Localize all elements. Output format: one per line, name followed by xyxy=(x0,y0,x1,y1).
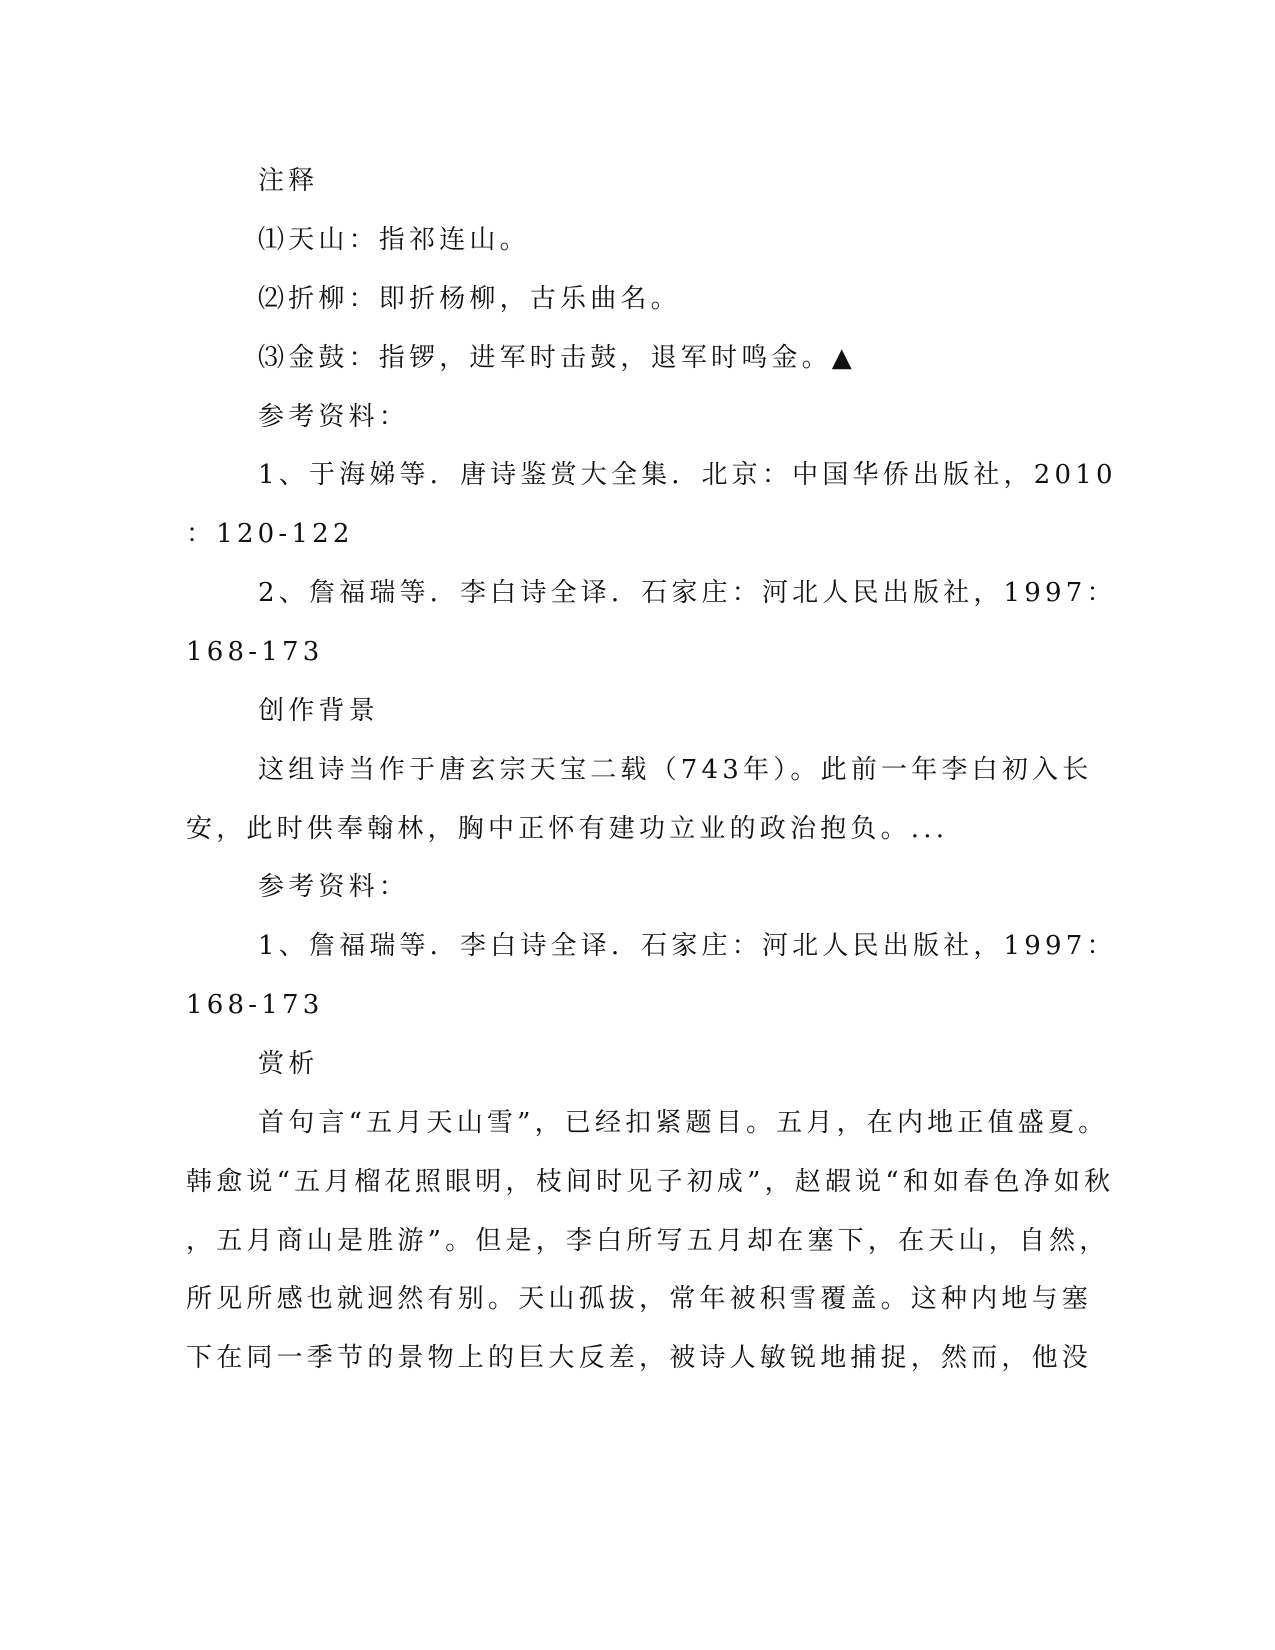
appreciation-line-4: 所见所感也就迥然有别。天山孤拔，常年被积雪覆盖。这种内地与塞 xyxy=(186,1284,1093,1314)
appreciation-line-1: 首句言“五月天山雪”，已经扣紧题目。五月，在内地正值盛夏。 xyxy=(258,1108,1109,1138)
reference-item-2-line-1: 2、詹福瑞等．李白诗全译．石家庄：河北人民出版社，1997： xyxy=(258,578,1117,608)
appreciation-line-3: ，五月商山是胜游”。但是，李白所写五月却在塞下，在天山，自然， xyxy=(186,1226,1110,1256)
references-heading: 参考资料： xyxy=(258,402,410,432)
note-item-3: ⑶金鼓：指锣，进军时击鼓，退军时鸣金。▲ xyxy=(258,343,856,373)
reference2-item-1-line-1: 1、詹福瑞等．李白诗全译．石家庄：河北人民出版社，1997： xyxy=(258,931,1117,961)
appreciation-line-2: 韩愈说“五月榴花照眼明，枝间时见子初成”，赵嘏说“和如春色净如秋 xyxy=(186,1167,1115,1197)
background-heading: 创作背景 xyxy=(258,696,379,726)
background-line-1: 这组诗当作于唐玄宗天宝二载（743年）。此前一年李白初入长 xyxy=(258,755,1093,785)
note-item-1: ⑴天山：指祁连山。 xyxy=(258,225,530,255)
notes-heading: 注释 xyxy=(258,166,319,196)
background-line-2: 安，此时供奉翰林，胸中正怀有建功立业的政治抱负。... xyxy=(186,814,949,844)
reference-item-1-line-1: 1、于海娣等．唐诗鉴赏大全集．北京：中国华侨出版社，2010 xyxy=(258,460,1117,490)
appreciation-line-5: 下在同一季节的景物上的巨大反差，被诗人敏锐地捕捉，然而，他没 xyxy=(186,1343,1093,1373)
note-item-2: ⑵折柳：即折杨柳，古乐曲名。 xyxy=(258,284,681,314)
reference2-item-1-line-2: 168-173 xyxy=(186,990,324,1020)
reference-item-2-line-2: 168-173 xyxy=(186,637,324,667)
references-heading-2: 参考资料： xyxy=(258,872,410,902)
reference-item-1-line-2: ：120-122 xyxy=(186,519,354,549)
appreciation-heading: 赏析 xyxy=(258,1049,319,1079)
